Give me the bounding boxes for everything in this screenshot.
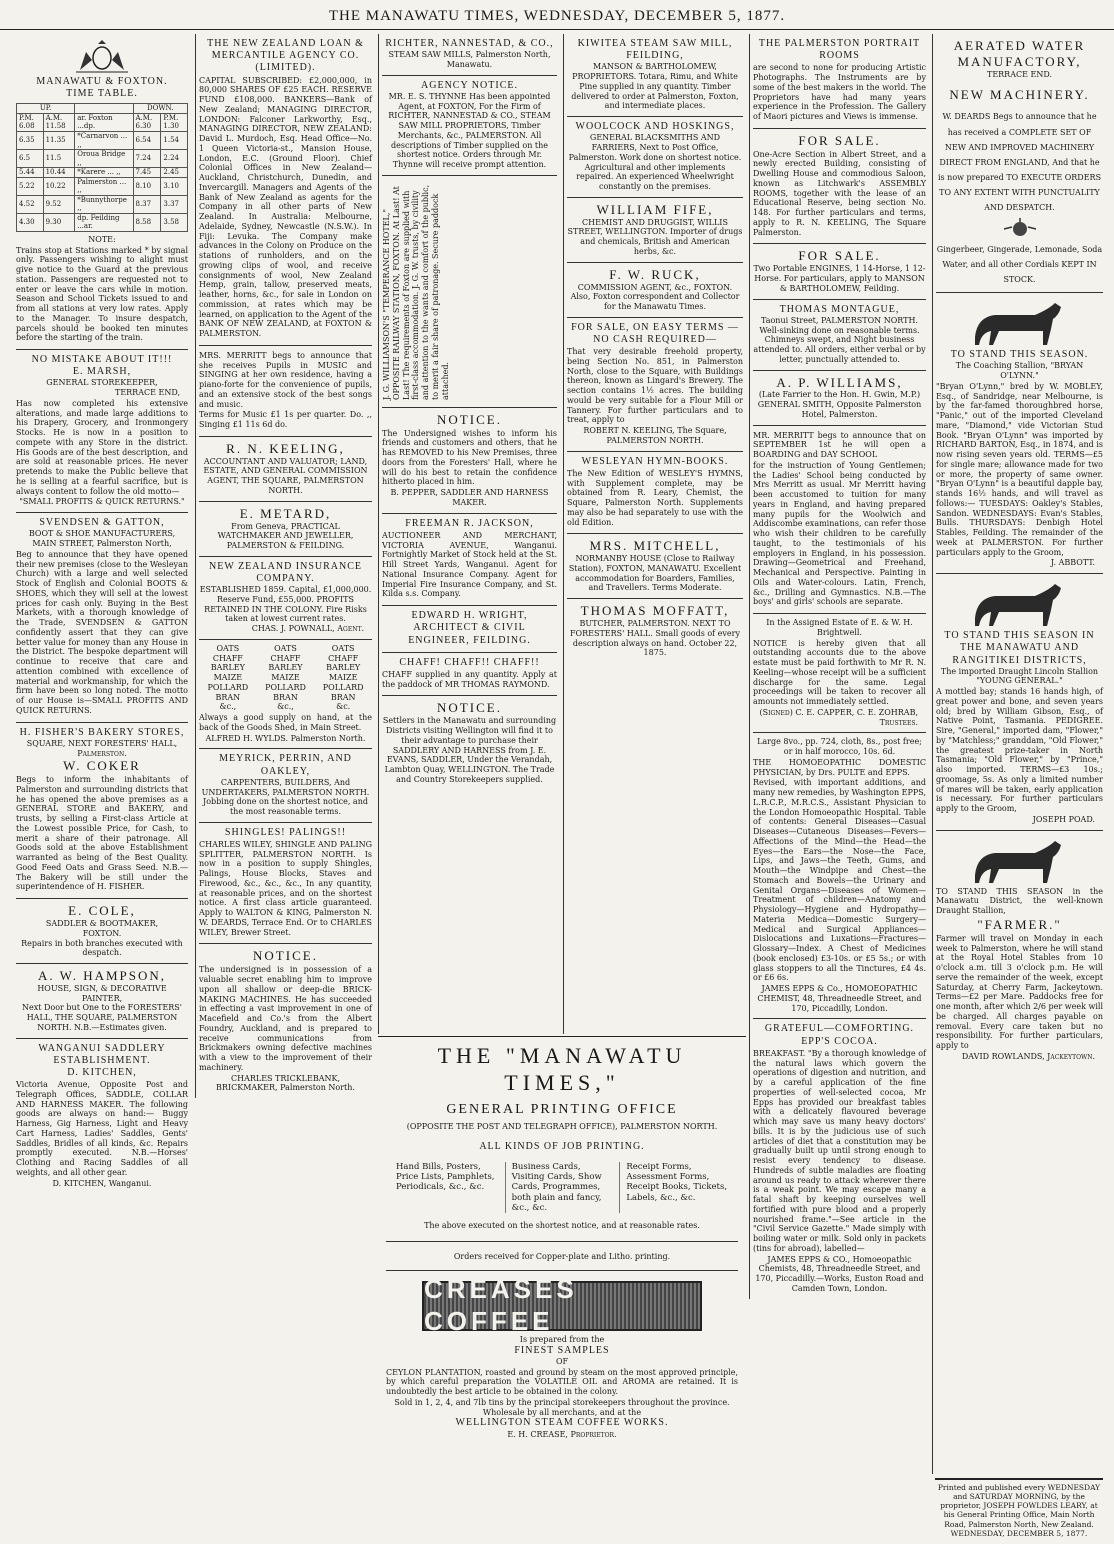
ad-heading: SHINGLES! PALINGS!! (224, 826, 347, 838)
ad-heading: R. N. KEELING, (226, 440, 345, 456)
ad-heading: WILLIAM FIFE, (596, 201, 714, 217)
ad-heading: E. METARD, (239, 505, 332, 521)
timetable-subtitle: TIME TABLE. (66, 88, 138, 100)
timetable (16, 103, 188, 231)
ad-body: CAPITAL SUBSCRIBED: £2,000,000, in 80,000 SHARES OF £25 EACH. RESERVE FUND £108,000. BANKERS—Bank of New Zealand; MANAGING DIRECTOR, LONDON: Falconer Larkworthy, Esq., MANAGING DIRECTOR, NEW ZEALAND: David L. Murdoch, Esq. Head Office—No. 1 Queen Victoria-st., Mansion House, London, E.C. (Ground Floor). Chief Colonial Offices in New Zealand—Auckland, Christchurch, Dunedin, and Invercargill. Managers and Agents of the Bank of New Zealand as agents for the Company in all other parts of New Zealand. In Australia: Melbourne, Adelaide, Sydney, Newcastle (N.S.W.). In Fiji: Levuka. The Company make advances in the Colony on Produce on the stations of runholders, and on the growing clips of wool, and receive consignments of wool, New Zealand Hemp, grain, tallow, preserved meats, leather, horns, &c., for sale in London on commission, at rates which may be learned, on application to the Agent of the BANK OF NEW ZEALAND, at FOXTON & PALMERSTON. (199, 75, 372, 339)
hampson-ad: A. W. HAMPSON, HOUSE, SIGN, & DECORATIVE PAINTER, Next Door but One to the FORESTERS' HALL, THE SQUARE, PALMERSTON NORTH. N.B.—Estimates given. (16, 964, 188, 1039)
shingles-ad (199, 823, 372, 945)
keeling-ad: R. N. KEELING, ACCOUNTANT AND VALUATOR; LAND, ESTATE, AND GENERAL COMMISSION AGENT, THE SQUARE, PALMERSTON NORTH. (199, 437, 372, 502)
montague-ad: THOMAS MONTAGUE, Taonui Street, PALMERSTON NORTH. Well-sinking done on reasonable terms. Chimneys swept, and Night business attended to. All orders, either verbal or by letter, punctually attended to. (753, 300, 926, 371)
ad-body: CHARLES WILEY, SHINGLE AND PALING SPLITTER, PALMERSTON NORTH. Is now in a position to supply Shingles, Palings, House Blocks, Staves and Firewood, &c., &c., &c., In any quantity, at reasonable prices, and on the shortest notice. A first class article guaranteed. Apply to WALTON & KING, Palmerston N. W. DEARDS, Terrace End. Or to CHARLES WILEY, Brewer Street. (199, 839, 372, 937)
table-row: 4.30 9.30 dp. Feilding ...ar. 8.58 3.58 (17, 213, 188, 231)
tt-down: DOWN. (133, 104, 188, 114)
ad-body: Begs to inform the inhabitants of Palmerston and surrounding districts that he has opened the above premises as a GENERAL STORE and BAKERY, and trusts, by selling a First-class Article at the Lowest possible Price, for Cash, to merit a share of their patronage. All Goods sold at the above Establishment warranted as being of the Best Quality. Good Feed Oats and Grass Seed. N.B.—The Bakery will be still under the superintendence of H. FISHER. (16, 775, 188, 892)
column-5 (749, 34, 929, 1299)
ad-body: Beg to announce that they have opened their new premises (close to the Wesleyan Church) with a large and well selected Stock of English and Colonial BOOTS & SHOES, which they will sell at the lowest prices for cash only. Buying in the Best Markets, with a thorough knowledge of the Trade, SVENDSEN & GATTON confidently assert that they can give better value for money than any House in the District. The bespoke department will continue to receive that care and attention combined with excellence of material and workmanship, for which the firm have been so long noted. The motto of our House is—SMALL PROFITS AND QUICK RETURNS. (16, 549, 188, 715)
brightwell-notice: In the Assigned Estate of E. & W. H. Brightwell. NOTICE is hereby given that all outstanding accounts due to the above estate must be paid forthwith to Mr R. N. Keeling—whose receipt will be a sufficient discharge for the same. Legal proceedings will be taken to recover all amounts not immediately settled. (Signed) C. E. CAPPER, C. E. ZOHRAB, Trustees. (753, 614, 926, 733)
ad-body: Always a good supply on hand, at the back of the Goods Shed, in Main Street. (199, 713, 372, 732)
table-row: 6.5 11.5 Oroua Bridge ,, 7.24 2.24 (17, 150, 188, 168)
ad-heading: THE PALMERSTON PORTRAIT ROOMS (758, 38, 921, 62)
ad-body: The Undersigned wishes to inform his friends and customers and others, that he has REMOVED to his New Premises, three doors from the Foresters' Hall, where he will do his best to retain the confidence hitherto placed in him. (382, 428, 557, 487)
ad-heading: F. W. RUCK, (609, 266, 701, 282)
assembly-rooms-sale (753, 129, 926, 245)
note-text: Trains stop at Stations marked * by signal only. Passengers wishing to alight must give notice to the Guard at the previous station. Passengers are requested not to enter or leave the cars while in motion. Season and School Tickets issued to and from all stations at very low rates. Apply to the Manager. To insure despatch, parcels should be booked ten minutes before the starting of the train. (16, 245, 188, 343)
ad-heading: FOR SALE. (798, 132, 881, 148)
ad-heading: NOTICE. (437, 700, 502, 716)
ad-body: One-Acre Section in Albert Street, and a newly erected Building, consisting of Dwelling House and commodious Saloon, known as Litchwark's ASSEMBLY ROOMS, together with the lease of an Educational Reserve, being section No. 148. For further particulars and terms, apply to R. N. KEELING, The Square Palmerston. (753, 149, 926, 237)
ad-heading: NOTICE. (437, 411, 502, 427)
ad-name: E. MARSH, (72, 366, 132, 378)
table-row: 5.22 10.22 Palmerston ... ,, 8.10 3.10 (17, 177, 188, 195)
moffatt-ad: THOMAS MOFFATT, BUTCHER, PALMERSTON. NEXT TO FORESTERS' HALL. Small goods of every description always on hand. October 22, 1875. (567, 599, 743, 663)
marsh-ad: NO MISTAKE ABOUT IT!!! E. MARSH, GENERAL STOREKEEPER, TERRACE END, Has now completed his extensive alterations, and made large additions to his Drapery, Grocery, and Ironmongery Stocks. He is now in a position to compete with any Store in the district. His Goods are of the best description, and are sold at reasonable prices. He never pretends to make the Public believe that he is selling at a fearful sacrifice, but is always content to follow the old motto— "SMALL PROFITS & QUICK RETURNS." (16, 350, 188, 513)
horse-icon (965, 299, 1075, 347)
masthead: THE MANAWATU TIMES, WEDNESDAY, DECEMBER 5, 1877. (0, 0, 1114, 30)
brickmaker-notice: NOTICE. The undersigned is in possession of a valuable secret enabling him to improve upon all shallow or deep-die BRICK-MAKING MACHINES. He has succeeded in effecting a vast improvement in one of Macefield and Co.'s from the Albert Foundry, Auckland, and is prepared to receive communications from Brickmakers owning defective machines with a view to the improvement of their machinery. CHARLES TRICKLEBANK, BRICKMAKER, Palmerston North. (199, 948, 372, 1093)
pepper-notice: NOTICE. The Undersigned wishes to inform his friends and customers and others, that he has REMOVED to his New Premises, three doors from the Foresters' Hall, where he will do his best to retain the confidence hitherto placed in him. B. PEPPER, SADDLER AND HARNESS MAKER. (382, 408, 557, 514)
hymn-books-ad (567, 452, 743, 535)
homoeopathic-ad: Large 8vo., pp. 724, cloth, 8s., post free; or in half morocco, 10s. 6d. THE HOMOEOPATHIC DOMESTIC PHYSICIAN, by Drs. PULTE and EPPS. Revised, with important additions, and many new remedies, by Washington EPPS, L.R.C.P., M.R.C.S., Assistant Physician to the London Homoeopathic Hospital. Table of contents: General Diseases—Casual Diseases—Cutaneous Diseases—Fevers—Affections of the Mind—the Head—the Eyes—the Ears—the Nose—the Face, Lips, and Jaws—the Teeth, Gums, and Mouth—the Windpipe and Chest—the Stomach and Bowels—the Urinary and Genital Organs—Diseases of Women—Treatment of children—Anatomy and Physiology—Hygiene and Hydropathy—Materia Medica—Domestic Surgery—Medical and Surgical Appliances—Dislocations and Luxations—Fractures—Glossary—Index. A Chest of Medicines (book enclosed) £3-10s. or £5 5s.; or with glass stoppers to all the Tinctures, £4 4s. or £6 6s. JAMES EPPS & Co., HOMOEOPATHIC CHEMIST, 48, Threadneedle Street, and 170, Piccadilly, London. (753, 733, 926, 1019)
ad-body: Revised, with important additions, and many new remedies, by Washington EPPS, L.R.C.P., M.R.C.S., Assistant Physician to the London Homoeopathic Hospital. Table of contents: General Diseases—Casual Diseases—Cutaneous Diseases—Fevers—Affections of the Mind—the Head—the Eyes—the Ears—the Nose—the Face, Lips, and Jaws—the Teeth, Gums, and Mouth—the Windpipe and Chest—the Stomach and Bowels—the Urinary and Genital Organs—Diseases of Women—Treatment of children—Anatomy and Physiology—Hygiene and Hydropathy—Materia Medica—Domestic Surgery—Medical and Surgical Appliances—Dislocations and Luxations—Fractures—Glossary—Index. A Chest of Medicines (book enclosed) £3-10s. or £5 5s.; or with glass stoppers to all the Tinctures, £4 4s. or £6 6s. (753, 778, 926, 983)
insurance-ad: NEW ZEALAND INSURANCE COMPANY. ESTABLISHED 1859. Capital, £1,000,000. Reserve Fund, £55,000. PROFITS RETAINED IN THE COLONY. Fire Risks taken at lowest current rates. CHAS. J. POWNALL, Agent. (199, 557, 372, 640)
loan-agency-ad (199, 34, 372, 346)
ad-body: are second to none for producing Artistic Photographs. The Instruments are by some of the best makers in the world. The Proprietors have had many years experience in the Profession. The Gallery of Maori pictures and Views is immense. (753, 63, 926, 122)
ad-heading: A. P. WILLIAMS, (776, 374, 903, 390)
ad-heading: MR. MERRITT begs to announce that on SEPTEMBER 1st he will open a BOARDING and DAY SCHOOL (753, 430, 926, 460)
ad-heading: THE NEW ZEALAND LOAN & MERCANTILE AGENCY CO. (LIMITED). (207, 38, 364, 74)
timetable-ad (16, 34, 188, 350)
royal-crest-icon (72, 40, 132, 74)
svendsen-ad: SVENDSEN & GATTON, BOOT & SHOE MANUFACTURERS, MAIN STREET, Palmerston North, Beg to announce that they have opened their new premises (close to the Wesleyan Church) with a large and well selected Stock of English and Colonial BOOTS & SHOES, which they will sell at the lowest prices for cash only. Buying in the Best Markets, with a thorough knowledge of the Trade, SVENDSEN & GATTON confidently assert that they can give better value for money than any House in the District. The bespoke department will continue to receive that care and attention combined with excellence of material and workmanship, for which the firm have been so long noted. The motto of our House is—SMALL PROFITS AND QUICK RETURNS. (16, 513, 188, 722)
ad-heading: TO STAND THIS SEASON IN THE MANAWATU AND RANGITIKEI DISTRICTS, (944, 630, 1095, 666)
ad-body: Victoria Avenue, Opposite Post and Telegraph Offices, SADDLE, COLLAR AND HARNESS MAKER. The following goods are always on hand:— Buggy Harness, Gig Harness, Light and Heavy Cart Harness, Ladies' Saddles, Gents' Saddles, Bridles of all kinds, &c. Repairs promptly executed. N.B.—Horses' Clothing and Racing Saddles of all weights, and all other gear. (16, 1080, 188, 1177)
bottle-splash-icon (1000, 218, 1040, 240)
ad-heading: FREEMAN R. JACKSON, (405, 517, 534, 529)
ad-body: for the instruction of Young Gentlemen; the Ladies' School being conducted by Mrs Merritt as usual. Mr Merritt having been accustomed to tuition for many years in England, and having prepared many pupils for the Woolwich and Addiscombe examinations, can refer those who wish their children to be carefully taught, to the testimonials of his employers in England, in his possession. Drawing—Geometrical and Freehand, Mechanical and Perspective. Painting in Oils and Water-colours. Latin, French, &c., Drilling and Gymnastics. N.B.—The boys' and girls' schools are separate. (753, 460, 926, 607)
property-sale-ad: FOR SALE, ON EASY TERMS — NO CASH REQUIRED— That very desirable freehold property, being Section No. 851, in Palmerston North, close to the Square, with Buildings thereon, known as Lingard's Brewery. The section contains 1½ acres. The building would be very suitable for a Flour Mill or Tannery. For further particulars and to treat, apply to ROBERT N. KEELING, The Square, PALMERSTON NORTH. (567, 318, 743, 452)
ad-heading: WOOLCOCK AND HOSKINGS, (575, 121, 735, 133)
ad-heading: FOR SALE. (798, 248, 881, 264)
ad-heading: A. W. HAMPSON, (37, 968, 167, 984)
farmer-ad: TO STAND THIS SEASON in the Manawatu District, the well-known Draught Stallion, "FARMER." Farmer will travel on Monday in each week to Palmerston, where he will stand at the Royal Hotel Stables from 10 o'clock a.m. till 3 o'clock p.m. He will serve the remainder of the week, except Saturday, at Cherry Farm, Jackeytown. Terms—£2 per Mare. Paddocks free for one month, after which 2/6 per week will be charged. All charges payable on removal. Every care taken but no responsibility. For further particulars, apply to DAVID ROWLANDS, Jackeytown. (936, 831, 1103, 1067)
woolcock-ad: WOOLCOCK AND HOSKINGS, GENERAL BLACKSMITHS AND FARRIERS, Next to Post Office, Palmerston. Work done on shortest notice. Agricultural and other implements repaired. An experienced Wheelwright constantly on the premises. (567, 117, 743, 198)
ad-heading: NOTICE. (253, 948, 318, 964)
ad-heading: NO MISTAKE ABOUT IT!!! (31, 354, 173, 366)
ad-heading: H. FISHER'S BAKERY STORES, (19, 726, 185, 738)
ad-heading: THOMAS MONTAGUE, (779, 303, 900, 315)
ad-heading: NEW ZEALAND INSURANCE COMPANY. (208, 560, 363, 584)
portrait-rooms-ad (753, 34, 926, 129)
kitchen-ad: WANGANUI SADDLERY ESTABLISHMENT. D. KITCHEN, Victoria Avenue, Opposite Post and Telegraph Offices, SADDLE, COLLAR AND HARNESS MAKER. The following goods are always on hand:— Buggy Harness, Gig Harness, Light and Heavy Cart Harness, Ladies' Saddles, Gents' Saddles, Bridles of all kinds, &c. Repairs promptly executed. N.B.—Horses' Clothing and Racing Saddles of all weights, and all other gear. D. KITCHEN, Wanganui. (16, 1042, 188, 1188)
banner-subtitle: GENERAL PRINTING OFFICE (446, 1101, 678, 1117)
ad-heading: In the Assigned Estate of E. & W. H. Brightwell. (766, 618, 913, 637)
ad-heading: THE HOMOEOPATHIC DOMESTIC PHYSICIAN, by Drs. PULTE and EPPS. (753, 757, 926, 777)
oats-list: OATS OATS OATS CHAFF CHAFF CHAFF BARLEY BARLEY BARLEY MAIZE MAIZE MAIZE POLLARD POLLARD POLLARD BRAN BRAN BRAN &c., &c., &c. (207, 643, 364, 712)
table-row: 5.44 10.44 *Karere ... ,, 7.45 2.45 (17, 168, 188, 178)
table-row: P.M. 6.08 A.M. 11.58 ar. Foxton ...dp. A.M. 6.30 P.M. 1.30 (17, 113, 188, 131)
aerated-water-ad: AERATED WATER MANUFACTORY, TERRACE END. NEW MACHINERY. W. DEARDS Begs to announce that he has received a COMPLETE SET OF NEW AND IMPROVED MACHINERY DIRECT FROM ENGLAND, And that he is now prepared TO EXECUTE ORDERS TO ANY EXTENT WITH PUNCTUALITY AND DESPATCH. Gingerbeer, Gingerade, Lemonade, Soda Water, and all other Cordials KEPT IN STOCK. (936, 34, 1103, 293)
ad-body: Terms for Music £1 1s per quarter. Do. ,, Singing £1 11s 6d do. (199, 410, 372, 430)
ad-body: BREAKFAST. "By a thorough knowledge of the natural laws which govern the operations of digestion and nutrition, and by a careful application of the fine properties of well-selected cocoa, Mr Epps has provided our breakfast tables with a delicately flavoured beverage which may save us many heavy doctors' bills. It is by the judicious use of such articles of diet that a constitution may be gradually built up until strong enough to resist every tendency to disease. Hundreds of subtle maladies are floating around us ready to attack wherever there is a weak point. We may escape many a fatal shaft by keeping ourselves well fortified with pure blood and a properly nourished frame."—See article in the "Civil Service Gazette." Made simply with boiling water or milk. Sold only in packets (tins for abroad), labelled— (753, 1048, 926, 1253)
kiwitea-ad: KIWITEA STEAM SAW MILL, FEILDING, MANSON & BARTHOLOMEW, PROPRIETORS. Totara, Rimu, and White Pine supplied in any quantity. Timber delivered to order at Palmerston, Foxton, and intermediate places. (567, 34, 743, 117)
printing-office-banner: THE "MANAWATU TIMES," GENERAL PRINTING OFFICE (OPPOSITE THE POST AND TELEGRAPH OFFICE), PALMERSTON NORTH. ALL KINDS OF JOB PRINTING. Hand Bills, Posters, Price Lists, Pamphlets, Periodicals, &c., &c. Business Cards, Visiting Cards, Show Cards, Programmes, both plain and fancy, &c., &c. Receipt Forms, Assessment Forms, Receipt Books, Tickets, Labels, &c., &c. The above executed on the shortest notice, and at reasonable rates. Orders received for Copper-plate and Litho. printing. CREASES COFFEE Is prepared from the FINEST SAMPLES OF CEYLON PLANTATION, roasted and ground by steam on the most approved principle, by which careful preparation the VOLATILE OIL and AROMA are retained. It is undoubtedly the best article to be obtained in the colony. Sold in 1, 2, 4, and 7lb tins by the principal storekeepers throughout the province. Wholesale by all merchants, and at the WELLINGTON STEAM COFFEE WORKS. E. H. CREASE, Proprietor. (378, 1036, 746, 1536)
column-1 (13, 34, 191, 1193)
oats-ad: OATS OATS OATS CHAFF CHAFF CHAFF BARLEY BARLEY BARLEY MAIZE MAIZE MAIZE POLLARD POLLARD POLLARD BRAN BRAN BRAN &c., &c., &c. Always a good supply on hand, at the back of the Goods Shed, in Main Street. ALFRED H. WYLDS. Palmerston North. (199, 640, 372, 750)
horse-icon (965, 580, 1075, 628)
ad-heading: WESLEYAN HYMN-BOOKS. (581, 455, 729, 467)
ad-body: That very desirable freehold property, being Section No. 851, in Palmerston North, close to the Square, with Buildings thereon, known as Lingard's Brewery. The section contains 1½ acres. The building would be very suitable for a Flour Mill or Tannery. For further particulars and to treat, apply to (567, 347, 743, 425)
williams-ad: A. P. WILLIAMS, (Late Farrier to the Hon. H. Gwin, M.P.) GENERAL SMITH, Opposite Palmerston Hotel, Palmerston. (753, 371, 926, 426)
chaff-ad (382, 653, 557, 697)
ad-heading: MRS. MITCHELL, (589, 538, 721, 554)
ad-heading: RICHTER, NANNESTAD, & CO., (385, 38, 554, 49)
publisher-imprint: Printed and published every WEDNESDAY and SATURDAY MORNING, by the proprietor, JOSEPH FOWLDES LEARY, at his General Printing Office, Main North Road, Palmerston North, New Zealand. WEDNESDAY, DECEMBER 5, 1877. (935, 1478, 1103, 1538)
fisher-ad: H. FISHER'S BAKERY STORES, SQUARE, NEXT FORESTERS' HALL, Palmerston. W. COKER Begs to inform the inhabitants of Palmerston and surrounding districts that he has opened the above premises as a GENERAL STORE and BAKERY, and trusts, by selling a First-class Article at the Lowest possible Price, for Cash, to merit a share of their patronage. All Goods sold at the above Establishment warranted as being of the Best Quality. Good Feed Oats and Grass Seed. N.B.—The Bakery will be still under the superintendence of H. FISHER. (16, 723, 188, 900)
metard-ad: E. METARD, From Geneva, PRACTICAL WATCHMAKER AND JEWELLER, PALMERSTON & FEILDING. (199, 502, 372, 557)
table-row: 4.52 9.52 *Bunnythorpe ,, 8.37 3.37 (17, 195, 188, 213)
ad-heading: TO STAND THIS SEASON. (950, 349, 1089, 361)
ad-body: The undersigned is in possession of a valuable secret enabling him to improve upon all shallow or deep-die BRICK-MAKING MACHINES. He has succeeded in effecting a vast improvement in one of Macefield and Co.'s from the Albert Foundry, Auckland, and is prepared to receive communications from Brickmakers owning defective machines with a view to the improvement of their machinery. (199, 965, 372, 1072)
ad-body: CHAFF supplied in any quantity. Apply at the paddock of MR THOMAS RAYMOND. (382, 669, 557, 689)
ad-heading: MEYRICK, PERRIN, AND OAKLEY, (219, 753, 352, 777)
ad-heading: MRS. MERRITT begs to announce that she receives Pupils in MUSIC and SINGING at her own residence, having a piano-forte for the convenience of pupils, and an extensive stock of the best songs and music. (199, 350, 372, 409)
banner-title: THE "MANAWATU TIMES," (437, 1043, 687, 1095)
ad-body: AUCTIONEER AND MERCHANT, VICTORIA AVENUE, Wanganui. Fortnightly Market of Stock held at the St. Hill Street Yards, Wanganui. Agent for National Insurance Company. Agent for Imperial Fire Insurance Company, and St. Kilda s.s. Company. (382, 530, 557, 599)
epps-cocoa-ad: GRATEFUL—COMFORTING. EPP'S COCOA. BREAKFAST. "By a thorough knowledge of the natural laws which govern the operations of digestion and nutrition, and by a careful application of the fine properties of well-selected cocoa, Mr Epps has provided our breakfast tables with a delicately flavoured beverage which may save us many heavy doctors' bills. It is by the judicious use of such articles of diet that a constitution may be gradually built up until strong enough to resist every tendency to disease. Hundreds of subtle maladies are floating around us ready to attack wherever there is a weak point. We may escape many a fatal shaft by keeping ourselves well fortified with pure blood and a properly nourished frame."—See article in the "Civil Service Gazette." Made simply with boiling water or milk. Sold only in packets (tins for abroad), labelled— JAMES EPPS & CO., Homoeopathic Chemists, 48, Threadneedle Street, and 170, Piccadilly.—Works, Euston Road and Camden Town, London. (753, 1023, 926, 1293)
ad-body: Has now completed his extensive alterations, and made large additions to his Drapery, Grocery, and Ironmongery Stocks. He is now in a position to compete with any Store in the district. His Goods are of the best description, and are sold at reasonable prices. He never pretends to make the Public believe that he is selling at a fearful sacrifice, but is always content to follow the old motto— (16, 398, 188, 496)
column-6 (932, 34, 1106, 1474)
ad-heading: THOMAS MOFFATT, (580, 603, 730, 619)
ruck-ad: F. W. RUCK, COMMISSION AGENT, &c., FOXTON. Also, Foxton correspondent and Collector for the Manawatu Times. (567, 263, 743, 318)
ad-heading: AGENCY NOTICE. (421, 79, 518, 91)
crease-coffee-logo: CREASES COFFEE (422, 1281, 702, 1331)
ad-heading: E. COLE, (68, 903, 136, 919)
ad-heading: AERATED WATER MANUFACTORY, (953, 38, 1086, 69)
merritt-school-ad (753, 426, 926, 615)
ad-body: "Bryan O'Lynn," bred by W. MOBLEY, Esq., of Sandridge, near Melbourne, is by the far-famed thoroughbred horse, "Panic," out of the imported Cleveland mare, "Diamond," vide Victorian Stud Book. "Bryan O'Lynn" was imported by RICHARD BARTON, Esq., in 1874, and is now rising seven years old. TERMS—£5 for single mare; allowance made for two or more, the property of same owner. "Bryan O'Lynn" is a beautiful dapple bay, stands 16½ hands, and will travel as follows:— TUESDAYS: Oakley's Stables, Sandon. WEDNESDAYS: Evan's Stables, Bulls. THURSDAYS: Denbigh Hotel Stables, Feilding. The remainder of the week at PALMERSTON. For further particulars apply to the Groom, (936, 381, 1103, 557)
ad-heading: CHAFF! CHAFF!! CHAFF!! (399, 656, 540, 668)
mrs-merritt-ad (199, 346, 372, 437)
ad-body: The New Edition of WESLEY'S HYMNS, with Supplement complete, may be obtained from R. Leary, Chemist, the Square, Palmerston North. Supplements may also be had separately to use with the old Edition. (567, 468, 743, 527)
timetable-title: MANAWATU & FOXTON. (36, 76, 168, 87)
engines-sale: FOR SALE. Two Portable ENGINES, 1 14-Horse, 1 12-Horse. For particulars, apply to MANSON & BARTHOLOMEW, Feilding. (753, 244, 926, 299)
job-types: Hand Bills, Posters, Price Lists, Pamphlets, Periodicals, &c., &c. Business Cards, Visiting Cards, Show Cards, Programmes, both plain and fancy, &c., &c. Receipt Forms, Assessment Forms, Receipt Books, Tickets, Labels, &c., &c. (390, 1162, 734, 1214)
ad-heading: FOR SALE, ON EASY TERMS — NO CASH REQUIRED— (571, 321, 739, 345)
column-3 (378, 34, 560, 1034)
ad-body: NOTICE is hereby given that all outstanding accounts due to the above estate must be paid forthwith to Mr R. N. Keeling—whose receipt will be a sufficient discharge for the same. Legal proceedings will be taken to recover all amounts not immediately settled. (753, 638, 926, 707)
ad-body: Farmer will travel on Monday in each week to Palmerston, where he will stand at the Royal Hotel Stables from 10 o'clock a.m. till 3 o'clock p.m. He will serve the remainder of the week, except Saturday, at Cherry Farm, Jackeytown. Terms—£2 per Mare. Paddocks free for one month, after which 2/6 per week will be charged. All charges payable on removal. Every care taken but no responsibility. For further particulars, apply to (936, 933, 1103, 1051)
note-heading: NOTE: (88, 234, 116, 244)
fife-ad: WILLIAM FIFE, CHEMIST AND DRUGGIST, WILLIS STREET, WELLINGTON. Importer of drugs and chemicals, British and American herbs, &c. (567, 198, 743, 263)
williamson-hotel-ad (382, 176, 557, 408)
mitchell-ad: MRS. MITCHELL, NORMANBY HOUSE (Close to Railway Station), FOXTON, MANAWATU. Excellent accommodation for Boarders, Families, and Travellers. Terms Moderate. (567, 534, 743, 599)
richter-ad: RICHTER, NANNESTAD, & CO., STEAM SAW MILLS, Palmerston North, Manawatu. (382, 34, 557, 76)
jackson-ad (382, 514, 557, 606)
ad-heading: GRATEFUL—COMFORTING. (764, 1023, 915, 1035)
cole-ad: E. COLE, SADDLER & BOOTMAKER, FOXTON. Repairs in both branches executed with despatch. (16, 899, 188, 964)
ad-body: A mottled bay; stands 16 hands high, of great power and bone, and seven years old; bred by William Gibson, Esq., of Native Point, Tasmania. PEDIGREE. Sire, "General," imported dam, "Flower," by "Matchless;" granddam, "Old Flower," the greatest prize-taker in North Tasmania; "Old Flower," by "Prince," also imported. TERMS—£3 10s.; groomage, 5s. As only a limited number of mares will be taken, early application is necessary. For further particulars apply to the Groom, (936, 687, 1103, 814)
tt-up: UP. (17, 104, 75, 114)
evans-notice: NOTICE. Settlers in the Manawatu and surrounding Districts visiting Wellington will find it to their advantage to purchase their SADDLERY AND HARNESS from J. E. EVANS, SADDLER, Under the Verandah, Lambton Quay, WELLINGTON. The Trade and Country Storekeepers supplied. (382, 700, 557, 784)
bryan-olynn-ad: TO STAND THIS SEASON. The Coaching Stallion, "BRYAN O'LYNN." "Bryan O'Lynn," bred by W. MOBLEY, Esq., of Sandridge, near Melbourne, is by the far-famed thoroughbred horse, "Panic," out of the imported Cleveland mare, "Diamond," vide Victorian Stud Book. "Bryan O'Lynn" was imported by RICHARD BARTON, Esq., in 1874, and is now rising seven years old. TERMS—£5 for single mare; allowance made for two or more, the property of same owner. "Bryan O'Lynn" is a beautiful dapple bay, stands 16½ hands, and will travel as follows:— TUESDAYS: Oakley's Stables, Sandon. WEDNESDAYS: Evan's Stables, Bulls. THURSDAYS: Denbigh Hotel Stables, Feilding. The remainder of the week at PALMERSTON. For further particulars apply to the Groom, J. ABBOTT. (936, 293, 1103, 574)
table-row: 6.35 11.35 *Carnarvon ... ,, 6.54 1.54 (17, 131, 188, 149)
column-2 (195, 34, 375, 1098)
ad-heading: EDWARD H. WRIGHT, ARCHITECT & CIVIL ENGINEER, FEILDING. (408, 610, 531, 646)
rotated-ad-text: J. G. WILLIAMSON'S "TEMPERANCE HOTEL," OPPOSITE RAILWAY STATION, FOXTON. At Last! At Last! The requirements of Foxton are supplied with first-class accommodation. J. G. W. trusts, by civility and attention to the wants and comfort of the public, to merit a fair share of patronage. Secure paddock attached. (382, 184, 450, 400)
ad-heading: SVENDSEN & GATTON, (39, 517, 165, 529)
column-4 (563, 34, 746, 1034)
ad-heading: TO STAND THIS SEASON in the Manawatu District, the well-known Draught Stallion, (936, 886, 1103, 916)
agency-notice: AGENCY NOTICE. MR. E. S. THYNNE Has been appointed Agent, at FOXTON, For the Firm of RICHTER, NANNESTAD & CO., STEAM SAW MILL PROPRIETORS, Timber Merchants, &c., PALMERSTON. All descriptions of Timber supplied on the shortest notice. Orders through Mr. Thynne will receive prompt attention. (382, 76, 557, 176)
young-general-ad: TO STAND THIS SEASON IN THE MANAWATU AND RANGITIKEI DISTRICTS, The imported Draught Lincoln Stallion "YOUNG GENERAL." A mottled bay; stands 16 hands high, of great power and bone, and seven years old; bred by William Gibson, Esq., of Native Point, Tasmania. PEDIGREE. Sire, "General," imported dam, "Flower," by "Matchless;" granddam, "Old Flower," the greatest prize-taker in North Tasmania; "Old Flower," by "Prince," also imported. TERMS—£3 10s.; groomage, 5s. As only a limited number of mares will be taken, early application is necessary. For further particulars apply to the Groom, JOSEPH POAD. (936, 574, 1103, 831)
meyrick-ad: MEYRICK, PERRIN, AND OAKLEY, CARPENTERS, BUILDERS, And UNDERTAKERS, PALMERSTON NORTH. Jobbing done on the shortest notice, and the most reasonable terms. (199, 749, 372, 822)
ad-heading: KIWITEA STEAM SAW MILL, FEILDING, (577, 38, 733, 62)
ad-heading: WANGANUI SADDLERY ESTABLISHMENT. (38, 1042, 166, 1066)
horse-icon (965, 837, 1075, 885)
wright-ad (382, 606, 557, 653)
